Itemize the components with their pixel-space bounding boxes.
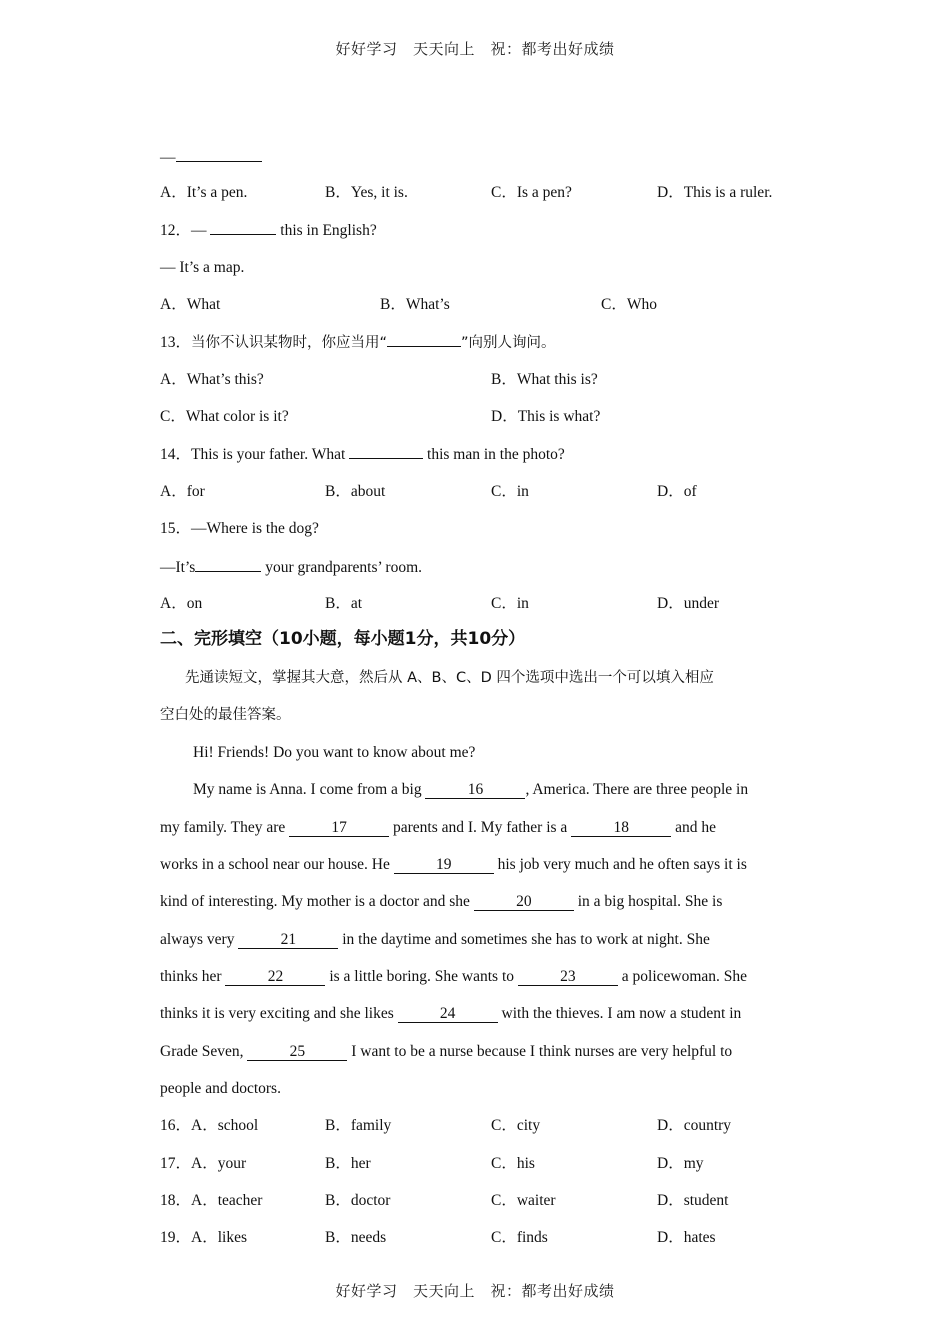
q15-number: 15． [160,520,192,537]
section-instruction-line-1: 先通读短文，掌握其大意，然后从 A、B、C、D 四个选项中选出一个可以填入相应 [185,670,714,686]
q18-option-a[interactable] [160,1191,262,1211]
q18-option-c[interactable]: C．waiter [491,1192,556,1209]
q18-option-a-text: A．teacher [191,1192,263,1209]
q12-option-c[interactable]: C．Who [601,296,657,313]
q16-number: 16． [160,1117,192,1134]
q17-option-d[interactable]: D．my [657,1155,704,1172]
passage-text: works in a school near our house. He [160,856,394,873]
q13-option-b[interactable]: B．What this is? [491,371,598,388]
passage-text: is a little boring. She wants to [325,968,518,985]
passage-line-1 [193,780,748,800]
passage-line-7 [160,1004,741,1024]
q14-option-d[interactable]: D．of [657,483,697,500]
page-header: 好好学习 天天向上 祝：都考出好成绩 [335,40,615,58]
blank-23[interactable]: 23 [518,969,618,986]
q12-stem-end: this in English? [276,222,377,239]
q12-option-a[interactable]: A．What [160,296,221,313]
q11-dash: — [160,149,176,166]
section-title: 二、完形填空（10小题，每小题1分，共10分） [160,629,526,649]
blank-19[interactable]: 19 [394,857,494,874]
passage-line-6 [160,967,747,987]
passage-text: , America. There are three people in [525,781,749,798]
page-footer: 好好学习 天天向上 祝：都考出好成绩 [335,1282,615,1300]
q19-number: 19． [160,1229,192,1246]
q17-number: 17． [160,1155,192,1172]
q13-stem-end: ”向别人询问。 [461,335,556,351]
passage-line-2 [160,818,716,838]
q14-stem-start: This is your father. What [191,446,350,463]
blank-22[interactable]: 22 [225,969,325,986]
q11-blank[interactable] [176,147,262,162]
q11-option-c[interactable]: C．Is a pen? [491,184,572,201]
blank-25[interactable]: 25 [247,1044,347,1061]
q13-option-c[interactable]: C．What color is it? [160,408,289,425]
q18-option-b[interactable]: B．doctor [325,1192,391,1209]
q15-option-b[interactable]: B．at [325,595,363,612]
q12-option-b[interactable]: B．What’s [380,296,450,313]
q16-option-b[interactable]: B．family [325,1117,392,1134]
q15-option-d[interactable]: D．under [657,595,719,612]
passage-text: my family. They are [160,819,290,836]
q15-reply [160,557,422,578]
q13-stem [160,332,556,353]
q18-number: 18． [160,1192,192,1209]
q13-option-a[interactable]: A．What’s this? [160,371,264,388]
passage-text: with the thieves. I am now a student in [497,1005,742,1022]
q15-blank[interactable] [195,557,261,572]
q12-blank[interactable] [210,220,276,235]
passage-greeting: Hi! Friends! Do you want to know about me? [193,744,476,761]
q13-number: 13． [160,334,192,351]
q19-option-a[interactable] [160,1228,247,1248]
blank-16[interactable]: 16 [425,782,525,799]
passage-text: always very [160,931,239,948]
q16-option-c[interactable]: C．city [491,1117,541,1134]
q13-option-d[interactable]: D．This is what? [491,408,601,425]
q13-blank[interactable] [387,332,461,347]
q19-option-a-text: A．likes [191,1229,247,1246]
q15-option-a[interactable]: A．on [160,595,203,612]
passage-line-8 [160,1042,732,1062]
q14-option-a[interactable]: A．for [160,483,205,500]
q14-option-c[interactable]: C．in [491,483,529,500]
passage-text: kind of interesting. My mother is a doctor and she [160,893,474,910]
q14-stem [160,444,565,465]
q19-option-c[interactable]: C．finds [491,1229,548,1246]
passage-text: and he [671,819,716,836]
passage-text: in the daytime and sometimes she has to work at night. She [338,931,710,948]
passage-line-3 [160,855,747,875]
q11-option-d[interactable]: D．This is a ruler. [657,184,773,201]
passage-text: thinks it is very exciting and she likes [160,1005,398,1022]
blank-24[interactable]: 24 [398,1006,498,1023]
q14-option-b[interactable]: B．about [325,483,386,500]
q14-blank[interactable] [349,444,423,459]
q18-option-d[interactable]: D．student [657,1192,729,1209]
q17-option-a-text: A．your [191,1155,247,1172]
passage-text: My name is Anna. I come from a big [193,781,426,798]
blank-17[interactable]: 17 [289,820,389,837]
passage-text: in a big hospital. She is [573,893,723,910]
q16-option-a[interactable] [160,1116,258,1136]
q19-option-b[interactable]: B．needs [325,1229,387,1246]
q14-number: 14． [160,446,192,463]
blank-21[interactable]: 21 [238,932,338,949]
passage-text: thinks her [160,968,226,985]
q15-reply-start: —It’s [160,559,196,576]
q11-option-a[interactable]: A．It’s a pen. [160,184,248,201]
q11-option-b[interactable]: B．Yes, it is. [325,184,408,201]
blank-20[interactable]: 20 [474,894,574,911]
q17-option-a[interactable] [160,1154,246,1174]
q14-stem-end: this man in the photo? [423,446,565,463]
section-instruction-line-2: 空白处的最佳答案。 [160,707,291,723]
q12-reply: — It’s a map. [160,259,245,276]
passage-line-9: people and doctors. [160,1080,281,1097]
passage-text: parents and I. My father is a [389,819,572,836]
passage-line-5 [160,930,710,950]
q11-answer-line [160,147,262,168]
q15-option-c[interactable]: C．in [491,595,529,612]
q19-option-d[interactable]: D．hates [657,1229,716,1246]
q16-option-a-text: A．school [191,1117,259,1134]
q15-reply-end: your grandparents’ room. [261,559,423,576]
q17-option-c[interactable]: C．his [491,1155,535,1172]
passage-text: Grade Seven, [160,1043,248,1060]
q15-stem-text: —Where is the dog? [191,520,319,537]
blank-18[interactable]: 18 [571,820,671,837]
q17-option-b[interactable]: B．her [325,1155,371,1172]
passage-text: his job very much and he often says it is [493,856,747,873]
passage-text: I want to be a nurse because I think nurses are very helpful to [347,1043,733,1060]
q15-stem [160,519,319,539]
q16-option-d[interactable]: D．country [657,1117,732,1134]
q12-stem-start: — [191,222,211,239]
passage-text: a policewoman. She [617,968,748,985]
passage-line-4 [160,892,722,912]
q12-number: 12． [160,222,192,239]
q13-stem-start: 当你不认识某物时，你应当用“ [191,335,388,351]
q12-stem [160,220,377,241]
